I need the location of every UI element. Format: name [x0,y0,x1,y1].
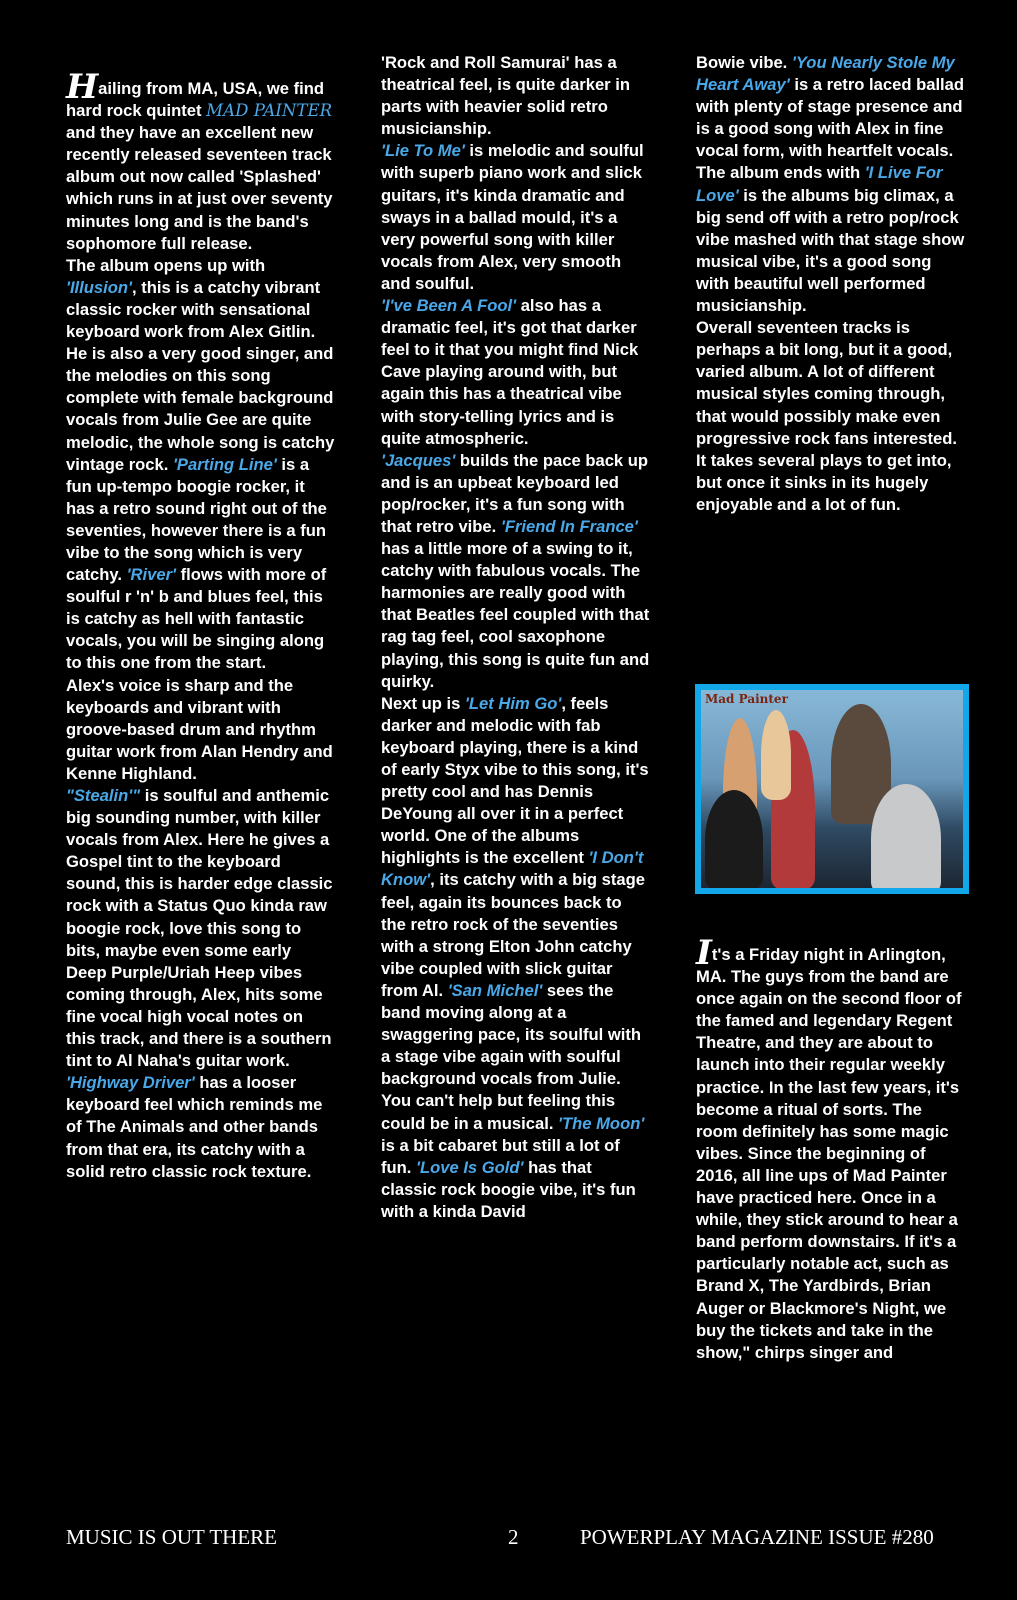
article-column-2 [381,52,651,1223]
band-photo [695,684,969,894]
text-run: has that classic rock boogie vibe, it's fun with a kinda David [381,1157,636,1221]
text-run: 'Rock and Roll Samurai' has a theatrical feel, is quite darker in parts with heavier solid retro musicianship. [381,53,630,139]
track-title: 'The Moon' [558,1113,645,1133]
text-run: is a fun up-tempo boogie rocker, it has a retro sound right out of the seventies, however there is a fun vibe to the song which is very catchy. [66,454,327,585]
track-title: 'Lie To Me' [381,141,465,161]
footer-section-title: MUSIC IS OUT THERE [66,1525,277,1549]
track-title: 'River' [126,565,176,585]
band-member-figure [761,710,791,800]
track-title: 'I've Been A Fool' [381,296,517,316]
drop-cap-h: H [66,67,99,107]
text-run: also has a dramatic feel, it's got that darker feel to it that you might find Nick Cave playing around with, but again this has a theatrical vibe with story-telling lyrics and is quite atmospheric. [381,296,639,448]
text-run: sees the band moving along at a swaggering pace, its soulful with a stage vibe again with soulful background vocals from Julie. You can't help but feeling this could be in a musical. [381,980,642,1133]
text-run: is melodic and soulful with superb piano work and slick guitars, it's kinda dramatic and sways in a ballad mould, it's a very powerful song with killer vocals from Alex, very smooth and soulful. [381,141,644,293]
band-member-figure [705,790,763,888]
text-run: , this is a catchy vibrant classic rocker with sensational keyboard work from Alex Gitlin. He is also a very good singer, and the melodies on this song complete with female background vocals from Julie Gee are quite melodic, the whole song is catchy vintage rock. [66,277,335,474]
track-title: 'Illusion' [66,277,132,297]
text-run: is soulful and anthemic big sounding number, with killer vocals from Alex. Here he gives a Gospel tint to the keyboard sound, this is harder edge classic rock with a Status Quo kinda raw boogie rock, love this song to bits, maybe even some early Deep Purple/Uriah Heep vibes coming through, Alex, hits some fine vocal high vocal notes on this track, and there is a southern tint to Al Naha's guitar work. [66,786,333,1071]
track-title: 'I Live For Love' [696,163,943,205]
band-photo-image [701,690,963,888]
article-column-3 [696,52,966,516]
footer-page-number: 2 [508,1525,519,1549]
text-run: t's a Friday night in Arlington, MA. The guys from the band are once again on the second floor of the famed and legendary Regent Theatre, and they are about to launch into their regular weekly practice. In the last few years, it's become a ritual of sorts. The room definitely has some magic vibes. Since the beginning of 2016, all line ups of Mad Painter have practiced here. Once in a while, they stick around to hear a band perform downstairs. If it's a particularly notable act, such as Brand X, The Yardbirds, Brian Auger or Blackmore's Night, we buy the tickets and take in the show," chirps singer and [696,945,962,1362]
track-title: 'Let Him Go' [464,693,562,713]
track-title: 'Parting Line' [172,454,277,474]
track-title: 'Friend In France' [500,516,638,536]
track-title: 'Highway Driver' [66,1073,195,1093]
text-run: flows with more of soulful r 'n' b and blues feel, this is catchy as hell with fantastic vocals, you will be singing along to this one from the start. Alex's voice is sharp and the keyboards and vibrant with groove-based drum and rhythm guitar work from Alan Hendry and Kenne Highland. [66,565,333,783]
track-title: 'Love Is Gold' [416,1157,524,1177]
band-member-figure [871,784,941,888]
text-run: , its catchy with a big stage feel, again its bounces back to the retro rock of the seventies with a strong Elton John catchy vibe coupled with slick guitar from Al. [381,870,645,1000]
track-title: 'Jacques' [381,450,456,470]
text-run: Bowie vibe. [696,53,792,72]
text-run: is a bit cabaret but still a lot of fun. [381,1135,620,1177]
text-run: has a looser keyboard feel which reminds me of The Animals and other bands from that era, its catchy with a solid retro classic rock texture. [66,1073,323,1181]
band-name: MAD PAINTER [206,101,333,121]
track-title: 'San Michel' [447,980,543,1000]
text-run: is the albums big climax, a big send off with a retro pop/rock vibe mashed with that stage show musical vibe, it's a good song with beautiful well performed musicianship. Overall seventeen tracks is perhaps a bit long, but it a good, varied album. A lot of different musical styles coming through, that would possibly make even progressive rock fans interested. It takes several plays to get into, but once it sinks in its hugely enjoyable and a lot of fun. [696,185,965,514]
intro-text: ailing from MA, USA, we find hard rock quintet [66,79,324,121]
footer-magazine-issue: POWERPLAY MAGAZINE ISSUE #280 [580,1525,934,1549]
article-column-3-second-story [696,933,966,1364]
text-run: builds the pace back up and is an upbeat keyboard led pop/rocker, it's a fun song with that retro vibe. [381,450,649,536]
text-run: , feels darker and melodic with fab keyboard playing, there is a kind of early Styx vibe to this song, it's pretty cool and has Dennis DeYoung all over it in a perfect world. One of the albums highlights is the excellent [381,693,649,868]
text-run: is a retro laced ballad with plenty of stage presence and is a good song with Alex in fine vocal form, with heartfelt vocals. The album ends with [696,75,965,183]
track-title: "Stealin'" [66,786,141,805]
drop-cap-i: I [696,933,712,973]
track-title: 'You Nearly Stole My Heart Away' [696,53,955,95]
article-column-1 [66,67,336,1183]
track-title: 'I Don't Know' [381,848,644,890]
photo-caption: Mad Painter [705,692,788,706]
text-run: has a little more of a swing to it, catchy with fabulous vocals. The harmonies are really good with that Beatles feel coupled with that rag tag feel, cool saxophone playing, this song is quite fun and quirky. Next up is [381,539,650,713]
text-run: and they have an excellent new recently released seventeen track album out now called 'Splashed' which runs in at just over seventy minutes long and is the band's sophomore full release. The album opens up with [66,123,333,275]
